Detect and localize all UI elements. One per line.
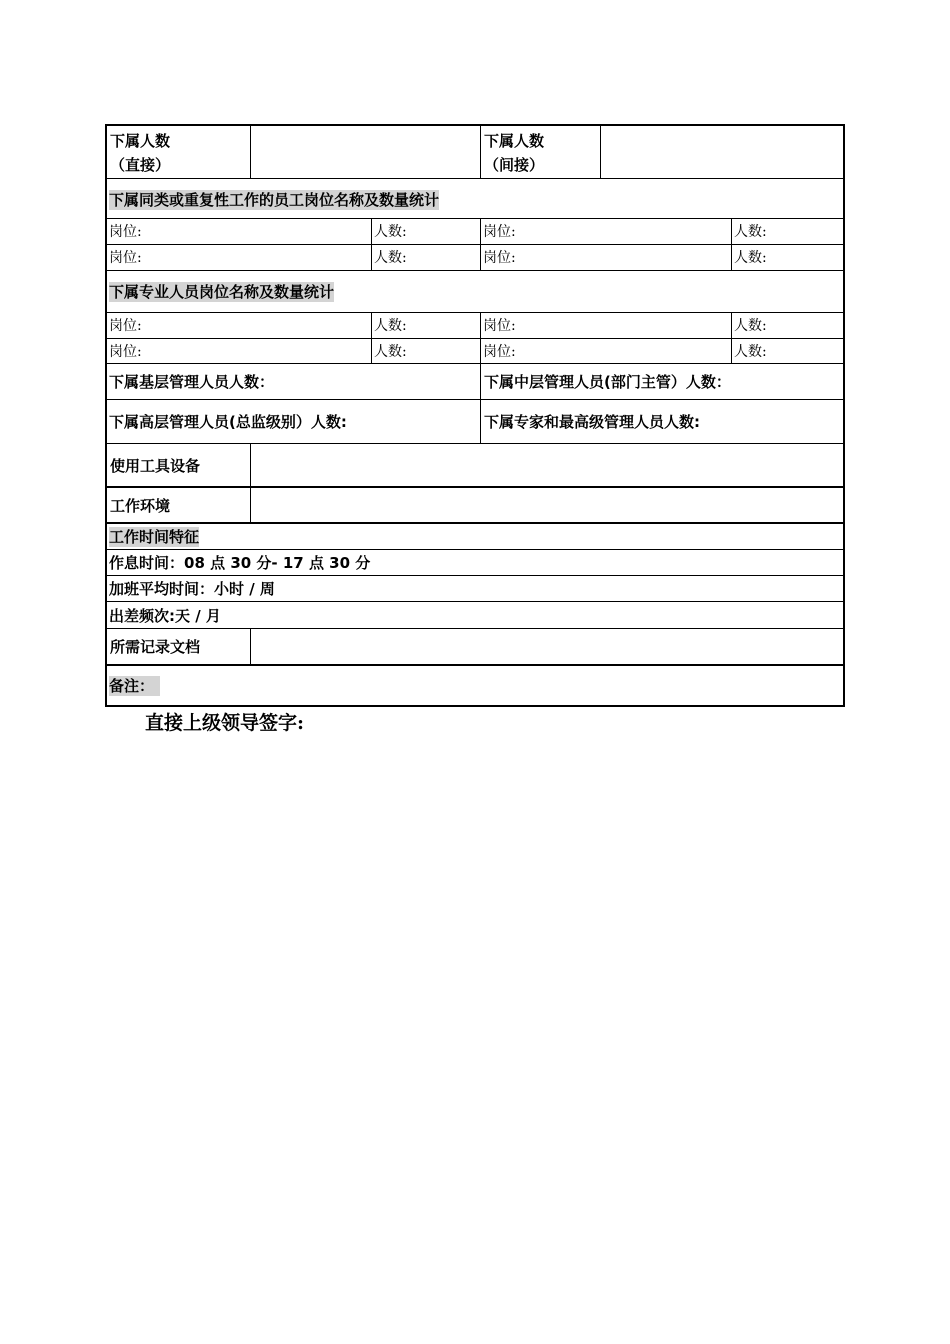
tools-value-cell[interactable] — [250, 444, 843, 486]
work-time-heading: 工作时间特征 — [109, 528, 200, 546]
post-cell[interactable] — [107, 339, 371, 363]
records-row — [107, 629, 843, 666]
overtime-text: 加班平均时间：小时 / 周 — [109, 580, 275, 598]
post-cell[interactable] — [480, 219, 731, 244]
indirect-subordinates-qualifier: （间接） — [484, 156, 545, 174]
count-label: 人数: — [734, 224, 767, 240]
count-label: 人数: — [734, 250, 767, 266]
count-cell[interactable] — [731, 219, 843, 244]
post-cell[interactable] — [107, 245, 371, 270]
count-cell[interactable] — [731, 313, 843, 338]
direct-subordinates-label-cell — [107, 126, 250, 178]
indirect-subordinates-label: 下属人数 — [484, 132, 545, 150]
tools-label: 使用工具设备 — [110, 457, 201, 475]
count-cell[interactable] — [371, 219, 480, 244]
post-label: 岗位: — [109, 224, 142, 240]
similar-jobs-row — [107, 219, 843, 245]
post-cell[interactable] — [107, 219, 371, 244]
middle-mgmt-count-label: 下属中层管理人员(部门主管）人数： — [484, 373, 731, 391]
environment-row — [107, 488, 843, 524]
environment-label: 工作环境 — [110, 497, 171, 515]
count-label: 人数: — [374, 344, 407, 360]
count-label: 人数: — [374, 318, 407, 334]
basic-mgmt-cell[interactable] — [107, 364, 480, 399]
job-description-form — [105, 124, 845, 707]
indirect-subordinates-label-cell — [480, 126, 600, 178]
professional-row — [107, 339, 843, 364]
schedule-row[interactable] — [107, 550, 843, 576]
count-label: 人数: — [734, 318, 767, 334]
post-label: 岗位: — [483, 250, 516, 266]
post-label: 岗位: — [109, 318, 142, 334]
middle-mgmt-cell[interactable] — [480, 364, 843, 399]
management-count-row — [107, 400, 843, 444]
post-label: 岗位: — [109, 250, 142, 266]
remarks-row[interactable] — [107, 666, 843, 705]
tools-label-cell — [107, 444, 250, 486]
count-label: 人数: — [374, 224, 407, 240]
direct-subordinates-value-cell[interactable] — [250, 126, 480, 178]
count-cell[interactable] — [371, 339, 480, 363]
count-cell[interactable] — [371, 245, 480, 270]
professional-heading-row — [107, 271, 843, 313]
travel-text: 出差频次:天 / 月 — [109, 607, 221, 625]
professional-heading: 下属专业人员岗位名称及数量统计 — [109, 283, 335, 301]
subordinate-count-row — [107, 126, 843, 179]
count-label: 人数: — [374, 250, 407, 266]
senior-mgmt-cell[interactable] — [107, 400, 480, 443]
count-cell[interactable] — [371, 313, 480, 338]
direct-subordinates-label: 下属人数 — [110, 132, 171, 150]
count-cell[interactable] — [731, 339, 843, 363]
post-label: 岗位: — [483, 318, 516, 334]
tools-row — [107, 444, 843, 488]
management-count-row — [107, 364, 843, 400]
post-label: 岗位: — [109, 344, 142, 360]
similar-jobs-heading-row — [107, 179, 843, 219]
environment-value-cell[interactable] — [250, 488, 843, 522]
remarks-label: 备注： — [109, 676, 160, 696]
schedule-text: 作息时间：08 点 30 分- 17 点 30 分 — [109, 554, 371, 572]
post-label: 岗位: — [483, 344, 516, 360]
post-cell[interactable] — [480, 245, 731, 270]
work-time-heading-row — [107, 524, 843, 550]
post-cell[interactable] — [480, 313, 731, 338]
expert-mgmt-cell[interactable] — [480, 400, 843, 443]
senior-mgmt-count-label: 下属高层管理人员(总监级别）人数: — [109, 413, 347, 431]
professional-row — [107, 313, 843, 339]
post-cell[interactable] — [480, 339, 731, 363]
travel-row[interactable] — [107, 602, 843, 629]
count-cell[interactable] — [731, 245, 843, 270]
expert-mgmt-count-label: 下属专家和最高级管理人员人数: — [484, 413, 701, 431]
environment-label-cell — [107, 488, 250, 522]
count-label: 人数: — [734, 344, 767, 360]
post-label: 岗位: — [483, 224, 516, 240]
records-label: 所需记录文档 — [110, 638, 201, 656]
indirect-subordinates-value-cell[interactable] — [600, 126, 843, 178]
supervisor-signature-label: 直接上级领导签字: — [145, 712, 305, 734]
direct-subordinates-qualifier: （直接） — [110, 156, 171, 174]
basic-mgmt-count-label: 下属基层管理人员人数： — [109, 373, 275, 391]
similar-jobs-heading: 下属同类或重复性工作的员工岗位名称及数量统计 — [109, 191, 440, 209]
records-value-cell[interactable] — [250, 629, 843, 664]
similar-jobs-row — [107, 245, 843, 271]
records-label-cell — [107, 629, 250, 664]
overtime-row[interactable] — [107, 576, 843, 602]
post-cell[interactable] — [107, 313, 371, 338]
